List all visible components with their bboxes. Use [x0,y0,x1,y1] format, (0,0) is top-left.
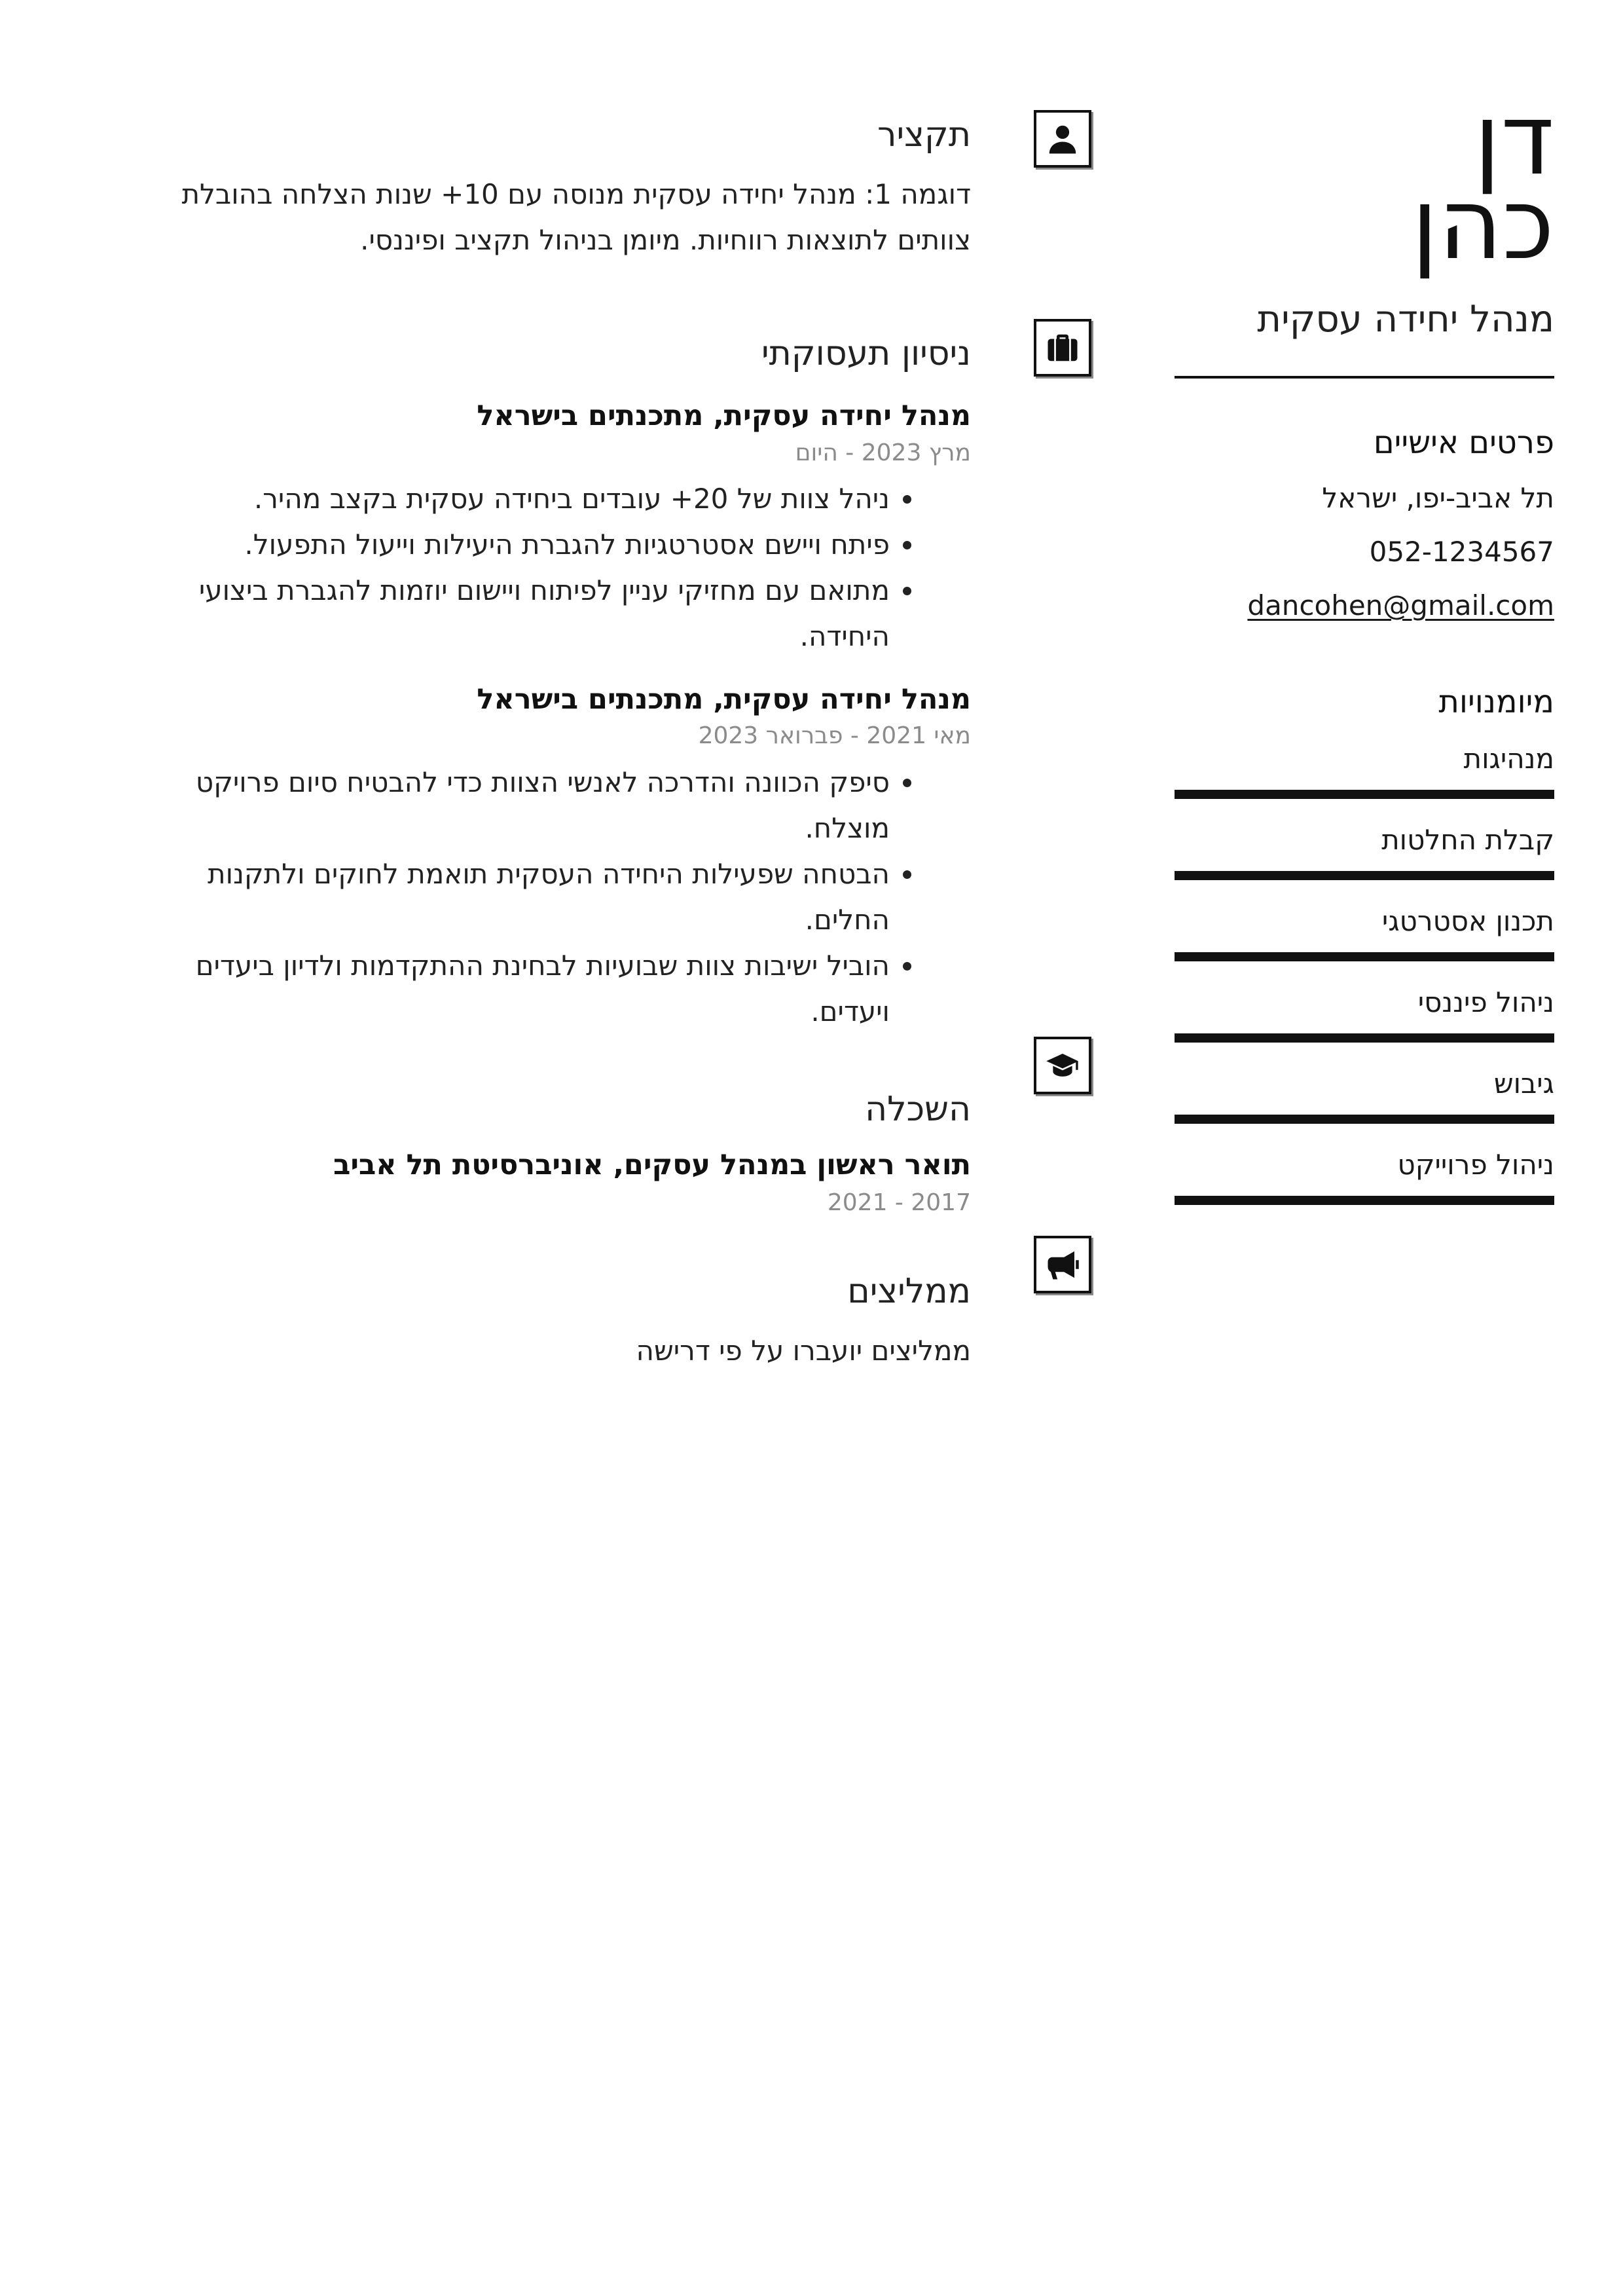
skill-name: קבלת החלטות [1381,824,1554,856]
skill-name: תכנון אסטרטגי [1381,905,1554,937]
list-item: • ניהל צוות של 20+ עובדים ביחידה עסקית בקצב מהיר. [120,476,890,522]
job-dates: מאי 2021 - פברואר 2023 [698,722,971,750]
section-title: השכלה [865,1089,971,1129]
skill-name: גיבוש [1493,1067,1554,1100]
skill-level-bar [1175,1115,1554,1124]
references-text: ממליצים יועברו על פי דרישה [636,1335,971,1367]
phone [1175,538,1554,566]
list-item: • הוביל ישיבות צוות שבועיות לבחינת ההתקדמות ולדיון ביעדים ויעדים. [120,943,890,1035]
job-title: מנהל יחידה עסקית, מתכנתים בישראל [477,682,971,716]
education-section [120,1089,971,1217]
education-dates: 2017 - 2021 [827,1189,971,1217]
list-item: • פיתח ויישם אסטרטגיות להגברת היעילות וייעול התפעול. [120,522,890,568]
section-title: ממליצים [847,1272,971,1312]
main-content [120,115,971,1427]
skill-level-bar [1175,790,1554,799]
job-bullets [120,760,971,1035]
email-link[interactable]: dancohen@gmail.com [1247,589,1554,621]
skill-item [1175,905,1554,961]
personal-details-heading: פרטים אישיים [1373,424,1554,461]
first-name: דן [1474,83,1554,197]
list-item: • סיפק הכוונה והדרכה לאנשי הצוות כדי להבטיח סיום פרויקט מוצלח. [120,760,890,851]
user-icon [1034,110,1091,168]
full-name [1175,83,1554,282]
skill-name: ניהול פיננסי [1417,986,1554,1018]
skill-level-bar [1175,871,1554,880]
last-name: כהן [1411,168,1554,282]
degree: תואר ראשון במנהל עסקים, אוניברסיטת תל אביב [333,1148,971,1181]
list-item: • הבטחה שפעילות היחידה העסקית תואמת לחוקים ולתקנות החלים. [120,851,890,943]
job-entry [120,683,971,1035]
megaphone-icon [1034,1236,1091,1293]
skill-level-bar [1175,952,1554,961]
skill-level-bar [1175,1196,1554,1205]
email [1175,589,1554,621]
divider [1175,376,1554,379]
skill-name: ניהול פרוייקט [1397,1149,1554,1181]
job-bullets [120,476,971,659]
section-title: ניסיון תעסוקתי [761,334,971,373]
skill-item [1175,826,1554,880]
section-title: תקציר [877,115,971,155]
job-title: מנהל יחידה עסקית [1257,298,1554,341]
experience-section [120,334,971,1035]
phone-number: 052-1234567 [1369,536,1554,568]
job-title: מנהל יחידה עסקית, מתכנתים בישראל [477,399,971,432]
skill-level-bar [1175,1033,1554,1043]
references-section [120,1274,971,1369]
list-item: • מתואם עם מחזיקי עניין לפיתוח ויישום יוזמות להגברת ביצועי היחידה. [120,568,890,659]
sidebar [1175,83,1554,1205]
skill-item [1175,986,1554,1043]
graduation-cap-icon [1034,1037,1091,1094]
skill-name: מנהיגות [1463,743,1554,775]
skills-list [1175,745,1554,1205]
skill-item [1175,1151,1554,1205]
skill-item [1175,745,1554,799]
job-entry [120,399,971,659]
skills-heading: מיומנויות [1438,684,1554,720]
briefcase-icon [1034,319,1091,377]
summary-section [120,115,971,263]
location: תל אביב-יפו, ישראל [1322,482,1554,514]
summary-text: דוגמה 1: מנהל יחידה עסקית מנוסה עם 10+ שנות הצלחה בהובלת צוותים לתוצאות רווחיות. מיומן בניהול תקציב ופיננסי. [181,178,971,256]
skill-item [1175,1067,1554,1124]
job-dates: מרץ 2023 - היום [795,439,971,466]
